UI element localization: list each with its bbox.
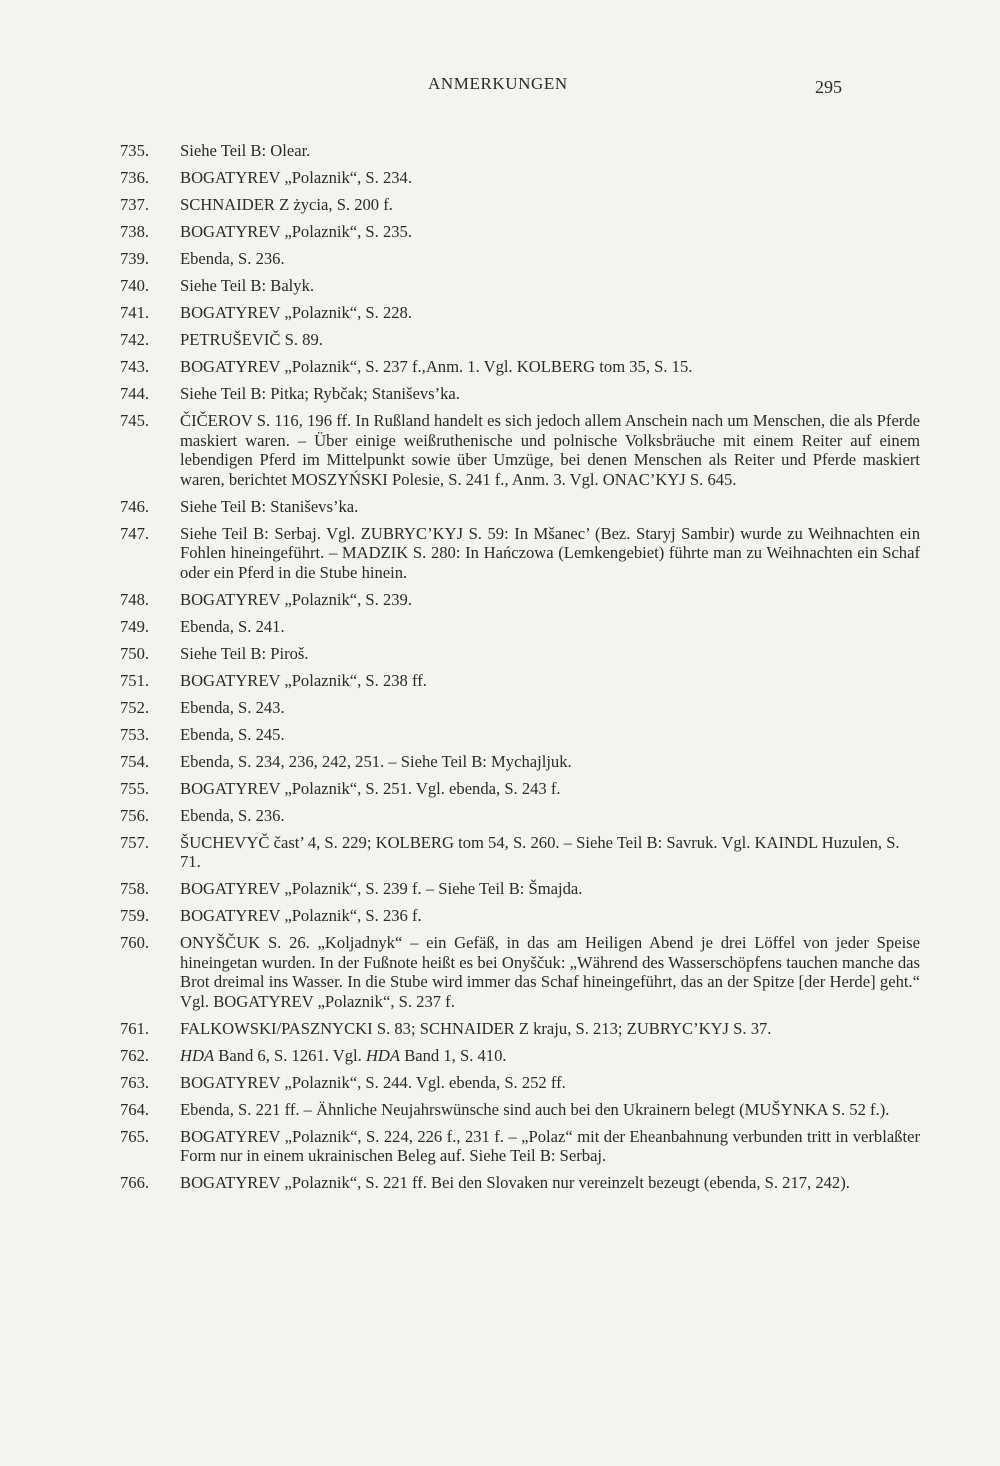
endnote-text: Ebenda, S. 234, 236, 242, 251. – Siehe Teil B: Mychajljuk. bbox=[180, 751, 572, 771]
endnote bbox=[120, 752, 920, 772]
endnote bbox=[120, 249, 920, 269]
endnote-text: Siehe Teil B: Olear. bbox=[180, 141, 311, 160]
endnote-number: 750. bbox=[120, 643, 150, 663]
endnote bbox=[120, 524, 920, 583]
endnote bbox=[120, 644, 920, 664]
endnote bbox=[120, 879, 920, 899]
endnote-number: 746. bbox=[120, 496, 150, 516]
endnote-number: 758. bbox=[120, 879, 150, 898]
endnote-number: 739. bbox=[120, 249, 150, 268]
endnote-number: 747. bbox=[120, 523, 150, 543]
endnote-number: 763. bbox=[120, 1072, 150, 1092]
endnote-text: Ebenda, S. 221 ff. – Ähnliche Neujahrswünsche sind auch bei den Ukrainern belegt (MUŠYNKA S. 52 f.). bbox=[180, 1099, 890, 1119]
endnote-number: 752. bbox=[120, 697, 150, 717]
endnote bbox=[120, 671, 920, 691]
endnote-number: 745. bbox=[120, 411, 150, 430]
endnote-text: Siehe Teil B: Pitka; Rybčak; Staniševs’ka. bbox=[180, 384, 460, 403]
endnote bbox=[120, 1127, 920, 1166]
endnote-text: ČIČEROV S. 116, 196 ff. In Rußland handelt es sich jedoch allem Anschein nach um Menschen, die als Pferde maskiert waren. – Über einige weißruthenische und polnische Volksbräuche mit einem Reiter auf einem lebendigen Pferd im Mittelpunkt sowie über Umzüge, bei denen Menschen als Reiter und Pferde maskiert waren, berichtet MOSZYŃSKI Polesie, S. 241 f., Anm. 3. Vgl. ONAC’KYJ S. 645. bbox=[180, 411, 920, 489]
endnote-number: 757. bbox=[120, 832, 150, 852]
endnote bbox=[120, 906, 920, 926]
endnote bbox=[120, 806, 920, 826]
endnote bbox=[120, 1100, 920, 1120]
endnote-number: 751. bbox=[120, 670, 150, 690]
endnote bbox=[120, 590, 920, 610]
endnote-text: Siehe Teil B: Serbaj. Vgl. ZUBRYC’KYJ S. 59: In Mšanec’ (Bez. Staryj Sambir) wurde zu Weihnachten ein Fohlen hineingeführt. – MADZIK S. 280: In Hańczowa (Lemkengebiet) führte man zu Weihnachten ein Schaf oder ein Pferd in die Stube hinein. bbox=[180, 523, 920, 582]
endnote-number: 738. bbox=[120, 222, 150, 241]
endnote bbox=[120, 617, 920, 637]
endnote-text-part: Band 6, S. 1261. Vgl. bbox=[214, 1045, 366, 1065]
endnote-italic: HDA bbox=[180, 1045, 215, 1065]
endnote-text: BOGATYREV „Polaznik“, S. 244. Vgl. ebenda, S. 252 ff. bbox=[180, 1072, 566, 1092]
endnote bbox=[120, 1019, 920, 1039]
endnote-text: BOGATYREV „Polaznik“, S. 239. bbox=[180, 589, 412, 609]
endnote-number: 761. bbox=[120, 1018, 150, 1038]
endnote-text: ONYŠČUK S. 26. „Koljadnyk“ – ein Gefäß, in das am Heiligen Abend je drei Löffel von jeder Speise hineingetan wurden. In der Fußnote heißt es bei Onyščuk: „Während des Wasserschöpfens tauchen manche das Brot dreimal ins Wasser. In die Stube wird immer das Schaf hineingeführt, das an der Spitze [der Herde] geht.“ Vgl. BOGATYREV „Polaznik“, S. 237 f. bbox=[180, 933, 920, 1011]
endnote-text: BOGATYREV „Polaznik“, S. 224, 226 f., 231 f. – „Polaz“ mit der Eheanbahnung verbunden tritt in verblaßter Form nur in einem ukrainischen Beleg auf. Siehe Teil B: Serbaj. bbox=[180, 1126, 920, 1165]
endnote-text: ŠUCHEVYČ čast’ 4, S. 229; KOLBERG tom 54, S. 260. – Siehe Teil B: Savruk. Vgl. KAINDL Huzulen, S. 71. bbox=[180, 832, 900, 871]
endnote-text: BOGATYREV „Polaznik“, S. 228. bbox=[180, 303, 412, 322]
endnote-number: 737. bbox=[120, 195, 150, 214]
endnote bbox=[120, 276, 920, 296]
endnote bbox=[120, 303, 920, 323]
endnote-text: BOGATYREV „Polaznik“, S. 251. Vgl. ebenda, S. 243 f. bbox=[180, 778, 561, 798]
endnote-number: 756. bbox=[120, 805, 150, 825]
endnote-number: 764. bbox=[120, 1099, 150, 1119]
endnotes-list bbox=[120, 141, 920, 1200]
endnote-text: BOGATYREV „Polaznik“, S. 234. bbox=[180, 168, 412, 187]
endnote bbox=[120, 1046, 920, 1066]
endnote bbox=[120, 725, 920, 745]
endnote bbox=[120, 698, 920, 718]
endnote-italic: HDA bbox=[365, 1045, 401, 1065]
endnote bbox=[120, 168, 920, 188]
endnote-number: 744. bbox=[120, 384, 150, 403]
endnote-text: BOGATYREV „Polaznik“, S. 236 f. bbox=[180, 906, 422, 925]
endnote-text: Siehe Teil B: Balyk. bbox=[180, 276, 315, 295]
endnote bbox=[120, 222, 920, 242]
endnote-text: Ebenda, S. 243. bbox=[180, 697, 285, 717]
endnote-number: 735. bbox=[120, 141, 150, 160]
endnote-text: BOGATYREV „Polaznik“, S. 221 ff. Bei den Slovaken nur vereinzelt bezeugt (ebenda, S. 217, 242). bbox=[180, 1173, 850, 1192]
endnote-text: Ebenda, S. 236. bbox=[180, 249, 285, 268]
endnote-number: 736. bbox=[120, 168, 150, 187]
endnote-number: 753. bbox=[120, 724, 150, 744]
endnote-number: 766. bbox=[120, 1173, 150, 1192]
endnote bbox=[120, 384, 920, 404]
endnote bbox=[120, 933, 920, 1011]
endnote-text: SCHNAIDER Z życia, S. 200 f. bbox=[180, 195, 393, 214]
endnote-number: 740. bbox=[120, 276, 150, 295]
endnote-text: Ebenda, S. 241. bbox=[180, 616, 285, 636]
endnote bbox=[120, 1073, 920, 1093]
endnote-text: BOGATYREV „Polaznik“, S. 235. bbox=[180, 222, 412, 241]
endnote-text: Ebenda, S. 245. bbox=[180, 724, 285, 744]
endnote-number: 741. bbox=[120, 303, 150, 322]
endnote-number: 748. bbox=[120, 589, 150, 609]
endnote-number: 759. bbox=[120, 906, 150, 925]
endnote-text bbox=[180, 1046, 920, 1066]
endnote bbox=[120, 833, 920, 872]
endnote-text: Siehe Teil B: Piroš. bbox=[180, 643, 309, 663]
endnote bbox=[120, 330, 920, 350]
endnote-number: 760. bbox=[120, 933, 150, 952]
endnote bbox=[120, 411, 920, 489]
endnote-text: FALKOWSKI/PASZNYCKI S. 83; SCHNAIDER Z kraju, S. 213; ZUBRYC’KYJ S. 37. bbox=[180, 1018, 772, 1038]
endnote bbox=[120, 1173, 920, 1193]
endnote-text: BOGATYREV „Polaznik“, S. 237 f.,Anm. 1. Vgl. KOLBERG tom 35, S. 15. bbox=[180, 357, 693, 376]
running-title: ANMERKUNGEN bbox=[428, 74, 568, 93]
endnote-number: 765. bbox=[120, 1126, 150, 1146]
page-number: 295 bbox=[815, 77, 842, 97]
endnote bbox=[120, 195, 920, 215]
endnote-number: 754. bbox=[120, 751, 150, 771]
endnote bbox=[120, 357, 920, 377]
endnote-number: 749. bbox=[120, 616, 150, 636]
endnote-text: Ebenda, S. 236. bbox=[180, 805, 285, 825]
endnote bbox=[120, 141, 920, 161]
endnote-text-part: Band 1, S. 410. bbox=[400, 1045, 507, 1065]
endnote-number: 742. bbox=[120, 330, 150, 349]
endnote-text: PETRUŠEVIČ S. 89. bbox=[180, 330, 323, 349]
endnote bbox=[120, 779, 920, 799]
endnote bbox=[120, 497, 920, 517]
endnote-text: BOGATYREV „Polaznik“, S. 239 f. – Siehe Teil B: Šmajda. bbox=[180, 879, 583, 898]
endnote-text: Siehe Teil B: Staniševs’ka. bbox=[180, 496, 359, 516]
running-header bbox=[0, 74, 1000, 98]
endnote-number: 762. bbox=[120, 1045, 150, 1065]
endnote-number: 755. bbox=[120, 778, 150, 798]
endnote-number: 743. bbox=[120, 357, 150, 376]
endnote-text: BOGATYREV „Polaznik“, S. 238 ff. bbox=[180, 670, 427, 690]
